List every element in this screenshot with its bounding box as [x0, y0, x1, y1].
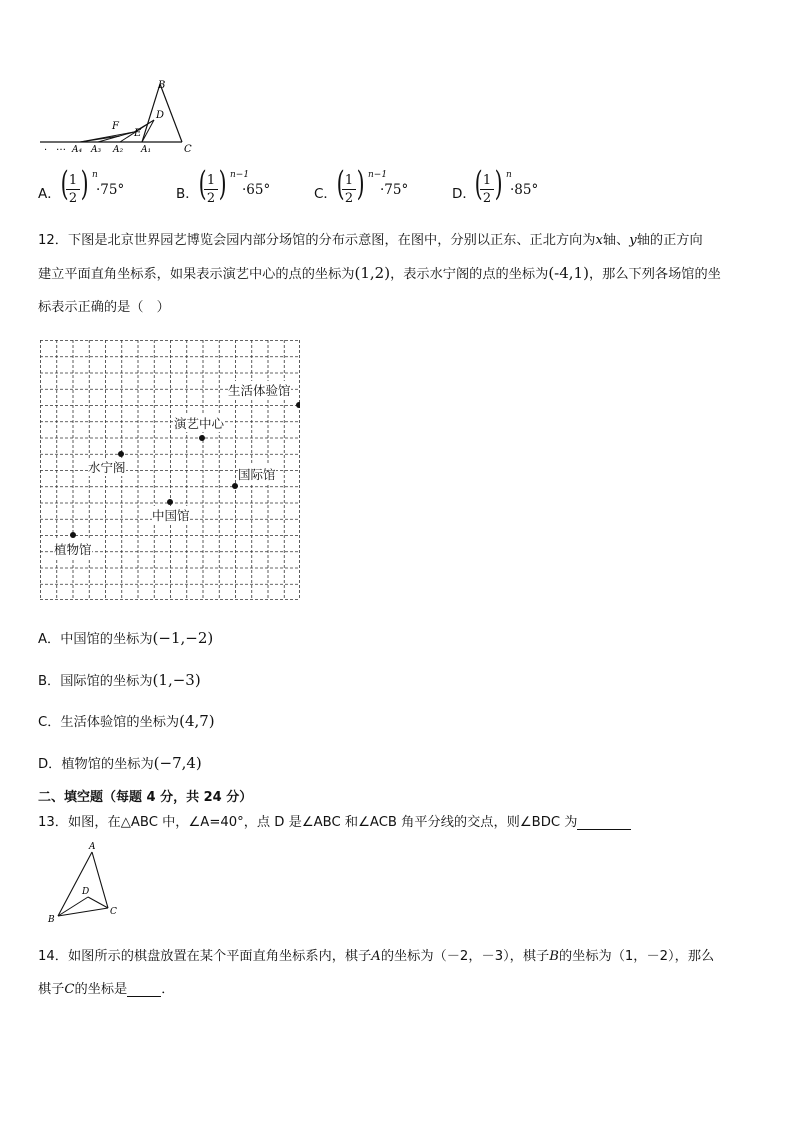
denominator: 2	[206, 191, 216, 206]
paren-right: )	[356, 164, 365, 204]
option-text: D．植物馆的坐标为	[38, 757, 154, 772]
q12-line1	[38, 224, 758, 257]
option-coord: (−7,4)	[153, 754, 202, 772]
exponent: n−1	[230, 170, 250, 180]
denominator: 2	[68, 191, 78, 206]
fraction	[342, 172, 356, 207]
paren-left: (	[474, 164, 483, 204]
var-A: A	[371, 949, 381, 964]
label-water: 水宁阁	[88, 460, 126, 475]
label-C: C	[110, 907, 117, 917]
coord-water: (-4,1)	[548, 264, 589, 282]
denominator: 2	[482, 191, 492, 206]
point-intl	[232, 483, 238, 489]
numerator: 1	[204, 172, 218, 190]
var-y: y	[629, 233, 637, 248]
option-label: C．	[314, 186, 337, 202]
option-rest: ·75°	[380, 182, 409, 198]
numerator: 1	[66, 172, 80, 190]
answer-blank[interactable]	[577, 815, 631, 830]
option-label: D．	[452, 186, 476, 202]
text: 轴、	[602, 233, 630, 248]
q12-option-c[interactable]	[38, 711, 215, 730]
label-A3: A₃	[91, 145, 102, 155]
label-dots: …	[56, 142, 66, 153]
figure-q13-triangle	[44, 840, 130, 926]
var-C: C	[64, 982, 75, 997]
q11-option-c[interactable]	[314, 164, 434, 214]
q12-line2	[38, 257, 758, 291]
paren-right: )	[218, 164, 227, 204]
q11-option-b[interactable]	[176, 164, 296, 214]
var-B: B	[549, 949, 559, 964]
label-A: A	[89, 842, 96, 852]
numerator: 1	[480, 172, 494, 190]
fraction	[204, 172, 218, 207]
text: ，表示水宁阁的点的坐标为	[390, 267, 549, 282]
text: 棋子	[38, 982, 65, 997]
label-intl: 国际馆	[238, 467, 276, 482]
exponent: n−1	[368, 170, 388, 180]
q13-stem	[38, 811, 631, 830]
text: 的坐标为（1，－2），那么	[558, 949, 715, 964]
label-plant: 植物馆	[54, 542, 92, 557]
option-rest: ·65°	[242, 182, 271, 198]
label-F: F	[112, 121, 119, 132]
section-title: 二、填空题（每题 4 分，共 24 分）	[38, 790, 253, 805]
text: 的坐标为（－2，－3），棋子	[380, 949, 550, 964]
label-D: D	[156, 110, 165, 121]
var-x: x	[595, 233, 603, 248]
q14-line1	[38, 940, 758, 973]
text: ．	[161, 982, 175, 997]
option-rest: ·85°	[510, 182, 539, 198]
venue-grid-map	[40, 340, 300, 600]
option-text: C．生活体验馆的坐标为	[38, 715, 180, 730]
option-text: B．国际馆的坐标为	[38, 674, 153, 689]
label-A4: A₄	[72, 145, 83, 155]
exponent: n	[506, 170, 512, 180]
option-coord: (−1,−2)	[152, 629, 214, 647]
point-perf	[199, 435, 205, 441]
label-china: 中国馆	[152, 508, 190, 523]
option-coord: (4,7)	[179, 712, 215, 730]
option-label: B．	[176, 186, 199, 202]
paren-left: (	[60, 164, 69, 204]
text: 轴的正方向	[636, 233, 703, 248]
text: 建立平面直角坐标系，如果表示演艺中心的点的坐标为	[38, 267, 355, 282]
q13-text: 13．如图，在△ABC 中，∠A=40°，点 D 是∠ABC 和∠ACB 角平分线的交点，则∠BDC 为	[38, 815, 578, 830]
point-plant	[70, 532, 76, 538]
label-B: B	[158, 80, 166, 91]
label-dot: .	[44, 142, 48, 153]
q12-option-b[interactable]	[38, 670, 201, 689]
answer-blank[interactable]	[127, 982, 161, 997]
label-perf: 演艺中心	[174, 416, 225, 431]
figure-q11-triangles	[30, 76, 210, 158]
label-E: E	[134, 128, 142, 139]
text: 12．下图是北京世界园艺博览会园内部分场馆的分布示意图，在图中，分别以正东、正北方向为	[38, 233, 596, 248]
q14-stem	[38, 940, 758, 1006]
q12-stem	[38, 224, 758, 324]
fraction	[480, 172, 494, 207]
label-A2: A₂	[113, 145, 124, 155]
text: 的坐标是	[74, 982, 128, 997]
coord-perf: (1,2)	[354, 264, 391, 282]
label-B: B	[48, 915, 55, 925]
numerator: 1	[342, 172, 356, 190]
q11-option-a[interactable]	[38, 164, 158, 214]
q14-line2	[38, 973, 758, 1006]
point-water	[118, 451, 124, 457]
label-life: 生活体验馆	[228, 383, 291, 398]
paren-left: (	[198, 164, 207, 204]
q12-option-a[interactable]	[38, 628, 213, 647]
point-life	[296, 402, 300, 408]
point-china	[167, 499, 173, 505]
q11-option-d[interactable]	[452, 164, 572, 214]
paren-right: )	[80, 164, 89, 204]
paren-right: )	[494, 164, 503, 204]
q12-line3: 标表示正确的是（ ）	[38, 300, 170, 315]
option-coord: (1,−3)	[152, 671, 201, 689]
option-label: A．	[38, 186, 61, 202]
option-text: A．中国馆的坐标为	[38, 632, 153, 647]
paren-left: (	[336, 164, 345, 204]
option-rest: ·75°	[96, 182, 125, 198]
label-C: C	[184, 144, 192, 155]
label-D: D	[82, 887, 90, 897]
exponent: n	[92, 170, 98, 180]
q12-option-d[interactable]	[38, 753, 202, 772]
text: 14．如图所示的棋盘放置在某个平面直角坐标系内，棋子	[38, 949, 372, 964]
label-A1: A₁	[141, 145, 152, 155]
fraction	[66, 172, 80, 207]
denominator: 2	[344, 191, 354, 206]
text: ，那么下列各场馆的坐	[588, 267, 721, 282]
